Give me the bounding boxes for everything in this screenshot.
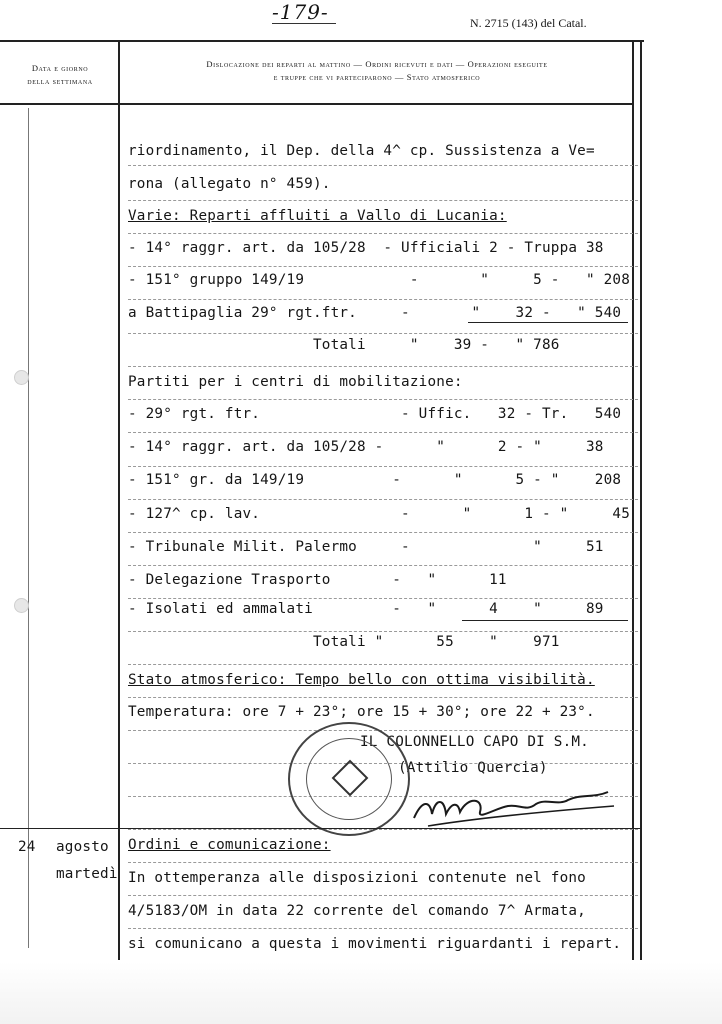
stamp-inner-ring (306, 738, 392, 820)
rule (128, 895, 638, 896)
section-heading-partiti: Partiti per i centri di mobilitazione: (128, 374, 463, 390)
text-line: - 29° rgt. ftr. - Uffic. 32 - Tr. 540 (128, 406, 622, 422)
date-month: agosto (56, 839, 109, 855)
sum-rule (468, 322, 628, 323)
page-number-underline (272, 23, 336, 24)
text-line: - 151° gr. da 149/19 - " 5 - " 208 (128, 472, 622, 488)
entry-separator (0, 828, 640, 829)
official-stamp (288, 722, 410, 836)
text-line: - Delegazione Trasporto - " 11 (128, 572, 507, 588)
signatory-name: (Attilio Quercia) (398, 760, 548, 776)
punch-hole (14, 598, 29, 613)
rule (128, 399, 638, 400)
rule (128, 266, 638, 267)
table-top-border (0, 40, 644, 42)
text-line: 4/5183/OM in data 22 corrente del comando 7^ Armata, (128, 903, 586, 919)
text-line: - 14° raggr. art. da 105/28 - Ufficiali 2 - Truppa 38 (128, 240, 604, 256)
right-border-inner (632, 40, 634, 960)
rule (128, 466, 638, 467)
totals-line: Totali " 39 - " 786 (128, 337, 560, 353)
text-line: rona (allegato n° 459). (128, 176, 331, 192)
sum-rule (462, 620, 628, 621)
handwritten-signature (408, 778, 624, 838)
rule (128, 697, 638, 698)
rule (128, 432, 638, 433)
rule (128, 862, 638, 863)
text-line: - 127^ cp. lav. - " 1 - " 45 (128, 506, 631, 522)
rule (128, 333, 638, 334)
date-column-header (4, 62, 116, 88)
content-header-line1: Dislocazione dei reparti al mattino — Ordini ricevuti e dati — Operazioni eseguite (206, 59, 548, 69)
date-header-line2: della settimana (27, 76, 93, 86)
right-border-outer (640, 40, 642, 960)
rule (128, 366, 638, 367)
text-line: riordinamento, il Dep. della 4^ cp. Sussistenza a Ve= (128, 143, 595, 159)
content-header-line2: e truppe che vi parteciparono — Stato atmosferico (273, 72, 481, 82)
text-line: - 14° raggr. art. da 105/28 - " 2 - " 38 (128, 439, 604, 455)
rule (128, 565, 638, 566)
page-bottom (0, 962, 722, 1024)
content-column-header (132, 58, 622, 84)
column-divider (118, 40, 120, 960)
date-header-line1: Data e giorno (31, 63, 89, 73)
rule (128, 165, 638, 166)
section-heading-ordini: Ordini e comunicazione: (128, 837, 331, 853)
signatory-title: IL COLONNELLO CAPO DI S.M. (360, 734, 589, 750)
text-line: In ottemperanza alle disposizioni contenute nel fono (128, 870, 586, 886)
stamp-emblem (332, 760, 369, 797)
rule (128, 532, 638, 533)
header-bottom-border (0, 103, 634, 105)
rule (128, 299, 638, 300)
text-line: si comunicano a questa i movimenti riguardanti i repart. (128, 936, 622, 952)
text-line: a Battipaglia 29° rgt.ftr. - " 32 - " 540 (128, 305, 622, 321)
date-margin-line (28, 108, 29, 948)
rule (128, 598, 638, 599)
weather-line: Stato atmosferico: Tempo bello con ottima visibilità. (128, 672, 595, 688)
totals-line: Totali " 55 " 971 (128, 634, 560, 650)
rule (128, 499, 638, 500)
temperature-line: Temperatura: ore 7 + 23°; ore 15 + 30°; ore 22 + 23°. (128, 704, 595, 720)
section-heading-varie: Varie: Reparti affluiti a Vallo di Lucania: (128, 208, 507, 224)
page-number: -179- (272, 0, 329, 24)
punch-hole (14, 370, 29, 385)
date-weekday: martedì (56, 866, 118, 882)
rule (128, 233, 638, 234)
date-day: 24 (18, 839, 36, 855)
catalog-number: N. 2715 (143) del Catal. (470, 16, 587, 30)
rule (128, 200, 638, 201)
text-line: - Isolati ed ammalati - " 4 " 89 (128, 601, 604, 617)
text-line: - Tribunale Milit. Palermo - " 51 (128, 539, 604, 555)
rule (128, 928, 638, 929)
rule (128, 631, 638, 632)
text-line: - 151° gruppo 149/19 - " 5 - " 208 (128, 272, 631, 288)
rule (128, 664, 638, 665)
